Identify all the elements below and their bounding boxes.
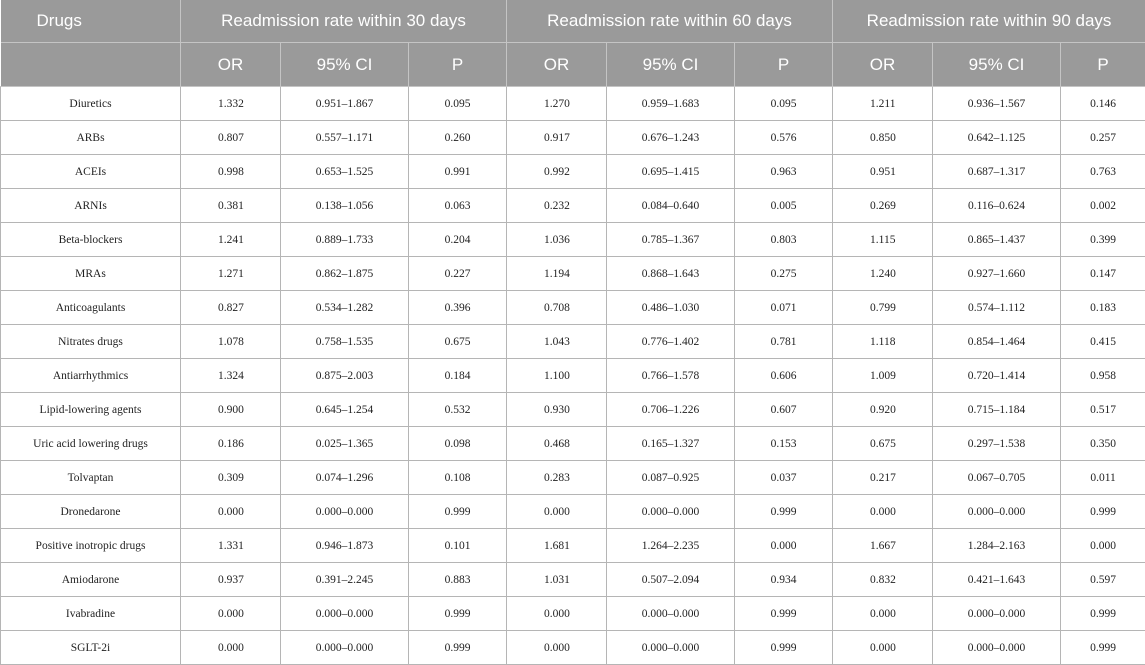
ci-value-d60: 0.507–2.094 xyxy=(607,563,735,597)
table-row xyxy=(1,427,1145,461)
p-value-d30: 0.883 xyxy=(409,563,507,597)
ci-value-d60: 0.084–0.640 xyxy=(607,189,735,223)
p-value-d60: 0.071 xyxy=(735,291,833,325)
ci-value-d30: 0.645–1.254 xyxy=(281,393,409,427)
or-value-d30: 1.332 xyxy=(181,87,281,121)
ci-value-d90: 0.687–1.317 xyxy=(933,155,1061,189)
ci-value-d90: 0.421–1.643 xyxy=(933,563,1061,597)
ci-value-d90: 0.715–1.184 xyxy=(933,393,1061,427)
ci-value-d90: 0.854–1.464 xyxy=(933,325,1061,359)
p-value-d60: 0.005 xyxy=(735,189,833,223)
ci-value-d60: 0.959–1.683 xyxy=(607,87,735,121)
or-value-d90: 0.217 xyxy=(833,461,933,495)
ci-value-d60: 0.766–1.578 xyxy=(607,359,735,393)
p-value-d30: 0.227 xyxy=(409,257,507,291)
ci-value-d60: 0.695–1.415 xyxy=(607,155,735,189)
p-header-30: P xyxy=(409,43,507,87)
ci-value-d60: 0.000–0.000 xyxy=(607,631,735,665)
drug-name: SGLT-2i xyxy=(1,631,181,665)
or-value-d60: 1.194 xyxy=(507,257,607,291)
ci-value-d30: 0.000–0.000 xyxy=(281,597,409,631)
p-value-d60: 0.934 xyxy=(735,563,833,597)
drug-name: Lipid-lowering agents xyxy=(1,393,181,427)
or-header-60: OR xyxy=(507,43,607,87)
ci-value-d90: 1.284–2.163 xyxy=(933,529,1061,563)
or-value-d60: 0.930 xyxy=(507,393,607,427)
table-row xyxy=(1,495,1145,529)
ci-header-30: 95% CI xyxy=(281,43,409,87)
drug-name: Positive inotropic drugs xyxy=(1,529,181,563)
or-value-d90: 1.240 xyxy=(833,257,933,291)
ci-value-d90: 0.000–0.000 xyxy=(933,631,1061,665)
table-row xyxy=(1,529,1145,563)
p-value-d60: 0.037 xyxy=(735,461,833,495)
or-value-d30: 0.998 xyxy=(181,155,281,189)
or-value-d90: 0.832 xyxy=(833,563,933,597)
drug-name: Nitrates drugs xyxy=(1,325,181,359)
or-value-d30: 1.078 xyxy=(181,325,281,359)
ci-value-d30: 0.758–1.535 xyxy=(281,325,409,359)
p-value-d30: 0.675 xyxy=(409,325,507,359)
ci-value-d60: 0.165–1.327 xyxy=(607,427,735,461)
ci-value-d90: 0.720–1.414 xyxy=(933,359,1061,393)
p-value-d30: 0.095 xyxy=(409,87,507,121)
ci-value-d60: 0.706–1.226 xyxy=(607,393,735,427)
or-value-d30: 0.000 xyxy=(181,597,281,631)
or-value-d60: 1.270 xyxy=(507,87,607,121)
or-value-d60: 0.468 xyxy=(507,427,607,461)
p-value-d90: 0.999 xyxy=(1061,631,1145,665)
or-value-d90: 0.000 xyxy=(833,631,933,665)
or-value-d30: 0.937 xyxy=(181,563,281,597)
drugs-column-header: Drugs xyxy=(1,0,181,43)
ci-value-d60: 0.785–1.367 xyxy=(607,223,735,257)
ci-value-d30: 0.557–1.171 xyxy=(281,121,409,155)
p-value-d30: 0.991 xyxy=(409,155,507,189)
ci-value-d90: 0.000–0.000 xyxy=(933,597,1061,631)
drug-name: ACEIs xyxy=(1,155,181,189)
or-value-d30: 1.331 xyxy=(181,529,281,563)
or-value-d30: 1.241 xyxy=(181,223,281,257)
ci-value-d60: 1.264–2.235 xyxy=(607,529,735,563)
p-value-d30: 0.101 xyxy=(409,529,507,563)
or-value-d60: 1.036 xyxy=(507,223,607,257)
or-value-d60: 0.000 xyxy=(507,597,607,631)
or-value-d90: 0.920 xyxy=(833,393,933,427)
or-value-d90: 1.211 xyxy=(833,87,933,121)
or-value-d90: 0.850 xyxy=(833,121,933,155)
p-value-d30: 0.999 xyxy=(409,631,507,665)
or-value-d60: 1.031 xyxy=(507,563,607,597)
or-value-d90: 0.000 xyxy=(833,495,933,529)
p-value-d30: 0.098 xyxy=(409,427,507,461)
or-value-d30: 1.271 xyxy=(181,257,281,291)
drug-name: MRAs xyxy=(1,257,181,291)
ci-header-60: 95% CI xyxy=(607,43,735,87)
table-body xyxy=(1,87,1145,665)
or-value-d60: 0.000 xyxy=(507,495,607,529)
table-row xyxy=(1,189,1145,223)
or-value-d60: 0.000 xyxy=(507,631,607,665)
or-value-d90: 0.269 xyxy=(833,189,933,223)
ci-value-d90: 0.642–1.125 xyxy=(933,121,1061,155)
table-row xyxy=(1,223,1145,257)
table-row xyxy=(1,155,1145,189)
table-row xyxy=(1,461,1145,495)
ci-value-d60: 0.486–1.030 xyxy=(607,291,735,325)
or-value-d90: 1.009 xyxy=(833,359,933,393)
or-value-d90: 1.118 xyxy=(833,325,933,359)
ci-value-d30: 0.653–1.525 xyxy=(281,155,409,189)
drug-name: Dronedarone xyxy=(1,495,181,529)
ci-value-d30: 0.875–2.003 xyxy=(281,359,409,393)
drug-name: ARNIs xyxy=(1,189,181,223)
p-value-d60: 0.607 xyxy=(735,393,833,427)
p-value-d60: 0.781 xyxy=(735,325,833,359)
ci-header-90: 95% CI xyxy=(933,43,1061,87)
p-value-d60: 0.999 xyxy=(735,631,833,665)
or-value-d60: 0.283 xyxy=(507,461,607,495)
p-value-d90: 0.415 xyxy=(1061,325,1145,359)
p-value-d60: 0.576 xyxy=(735,121,833,155)
or-header-30: OR xyxy=(181,43,281,87)
or-value-d90: 0.675 xyxy=(833,427,933,461)
ci-value-d30: 0.074–1.296 xyxy=(281,461,409,495)
ci-value-d60: 0.868–1.643 xyxy=(607,257,735,291)
ci-value-d90: 0.865–1.437 xyxy=(933,223,1061,257)
p-value-d30: 0.260 xyxy=(409,121,507,155)
p-header-60: P xyxy=(735,43,833,87)
ci-value-d60: 0.776–1.402 xyxy=(607,325,735,359)
ci-value-d30: 0.951–1.867 xyxy=(281,87,409,121)
or-value-d30: 0.309 xyxy=(181,461,281,495)
or-value-d30: 0.186 xyxy=(181,427,281,461)
drug-name: Anticoagulants xyxy=(1,291,181,325)
or-value-d60: 0.917 xyxy=(507,121,607,155)
or-value-d30: 0.381 xyxy=(181,189,281,223)
table-row xyxy=(1,87,1145,121)
ci-value-d30: 0.534–1.282 xyxy=(281,291,409,325)
or-value-d90: 0.799 xyxy=(833,291,933,325)
p-value-d60: 0.095 xyxy=(735,87,833,121)
drug-name: Amiodarone xyxy=(1,563,181,597)
drug-name: Beta-blockers xyxy=(1,223,181,257)
drug-name: Diuretics xyxy=(1,87,181,121)
or-value-d90: 0.951 xyxy=(833,155,933,189)
table-row xyxy=(1,631,1145,665)
or-value-d30: 0.827 xyxy=(181,291,281,325)
p-value-d60: 0.275 xyxy=(735,257,833,291)
p-value-d60: 0.153 xyxy=(735,427,833,461)
or-value-d30: 1.324 xyxy=(181,359,281,393)
table-row xyxy=(1,359,1145,393)
p-value-d90: 0.000 xyxy=(1061,529,1145,563)
or-value-d30: 0.900 xyxy=(181,393,281,427)
ci-value-d30: 0.025–1.365 xyxy=(281,427,409,461)
p-value-d30: 0.999 xyxy=(409,495,507,529)
or-value-d60: 0.992 xyxy=(507,155,607,189)
ci-value-d90: 0.936–1.567 xyxy=(933,87,1061,121)
p-value-d90: 0.147 xyxy=(1061,257,1145,291)
ci-value-d90: 0.574–1.112 xyxy=(933,291,1061,325)
or-value-d90: 0.000 xyxy=(833,597,933,631)
group-header-60-days: Readmission rate within 60 days xyxy=(507,0,833,43)
p-value-d90: 0.257 xyxy=(1061,121,1145,155)
table-row xyxy=(1,563,1145,597)
drugs-subheader-blank xyxy=(1,43,181,87)
p-value-d90: 0.999 xyxy=(1061,495,1145,529)
p-value-d30: 0.204 xyxy=(409,223,507,257)
or-value-d60: 1.043 xyxy=(507,325,607,359)
ci-value-d60: 0.000–0.000 xyxy=(607,597,735,631)
p-value-d30: 0.108 xyxy=(409,461,507,495)
p-value-d90: 0.011 xyxy=(1061,461,1145,495)
ci-value-d90: 0.297–1.538 xyxy=(933,427,1061,461)
p-value-d90: 0.517 xyxy=(1061,393,1145,427)
or-value-d60: 0.708 xyxy=(507,291,607,325)
ci-value-d90: 0.116–0.624 xyxy=(933,189,1061,223)
drug-name: Tolvaptan xyxy=(1,461,181,495)
p-value-d30: 0.999 xyxy=(409,597,507,631)
p-value-d60: 0.606 xyxy=(735,359,833,393)
drug-name: ARBs xyxy=(1,121,181,155)
p-value-d60: 0.803 xyxy=(735,223,833,257)
ci-value-d30: 0.138–1.056 xyxy=(281,189,409,223)
table-header xyxy=(1,0,1145,87)
or-value-d60: 1.100 xyxy=(507,359,607,393)
p-value-d90: 0.350 xyxy=(1061,427,1145,461)
ci-value-d90: 0.067–0.705 xyxy=(933,461,1061,495)
p-value-d90: 0.763 xyxy=(1061,155,1145,189)
p-value-d90: 0.999 xyxy=(1061,597,1145,631)
or-value-d30: 0.807 xyxy=(181,121,281,155)
p-value-d90: 0.958 xyxy=(1061,359,1145,393)
p-value-d90: 0.183 xyxy=(1061,291,1145,325)
p-header-90: P xyxy=(1061,43,1145,87)
ci-value-d30: 0.946–1.873 xyxy=(281,529,409,563)
drug-name: Antiarrhythmics xyxy=(1,359,181,393)
table-row xyxy=(1,597,1145,631)
ci-value-d30: 0.391–2.245 xyxy=(281,563,409,597)
ci-value-d90: 0.927–1.660 xyxy=(933,257,1061,291)
ci-value-d60: 0.000–0.000 xyxy=(607,495,735,529)
p-value-d60: 0.999 xyxy=(735,597,833,631)
or-value-d90: 1.667 xyxy=(833,529,933,563)
ci-value-d30: 0.000–0.000 xyxy=(281,495,409,529)
p-value-d60: 0.963 xyxy=(735,155,833,189)
p-value-d90: 0.597 xyxy=(1061,563,1145,597)
ci-value-d60: 0.676–1.243 xyxy=(607,121,735,155)
ci-value-d90: 0.000–0.000 xyxy=(933,495,1061,529)
or-value-d90: 1.115 xyxy=(833,223,933,257)
drug-name: Ivabradine xyxy=(1,597,181,631)
p-value-d60: 0.000 xyxy=(735,529,833,563)
p-value-d60: 0.999 xyxy=(735,495,833,529)
or-value-d60: 0.232 xyxy=(507,189,607,223)
or-header-90: OR xyxy=(833,43,933,87)
table-row xyxy=(1,257,1145,291)
p-value-d30: 0.396 xyxy=(409,291,507,325)
p-value-d90: 0.399 xyxy=(1061,223,1145,257)
p-value-d30: 0.063 xyxy=(409,189,507,223)
p-value-d30: 0.532 xyxy=(409,393,507,427)
table-row xyxy=(1,393,1145,427)
ci-value-d30: 0.889–1.733 xyxy=(281,223,409,257)
drug-name: Uric acid lowering drugs xyxy=(1,427,181,461)
p-value-d90: 0.146 xyxy=(1061,87,1145,121)
ci-value-d30: 0.000–0.000 xyxy=(281,631,409,665)
or-value-d30: 0.000 xyxy=(181,495,281,529)
table-row xyxy=(1,291,1145,325)
table-row xyxy=(1,121,1145,155)
p-value-d90: 0.002 xyxy=(1061,189,1145,223)
table-row xyxy=(1,325,1145,359)
group-header-90-days: Readmission rate within 90 days xyxy=(833,0,1145,43)
group-header-30-days: Readmission rate within 30 days xyxy=(181,0,507,43)
ci-value-d30: 0.862–1.875 xyxy=(281,257,409,291)
or-value-d60: 1.681 xyxy=(507,529,607,563)
p-value-d30: 0.184 xyxy=(409,359,507,393)
ci-value-d60: 0.087–0.925 xyxy=(607,461,735,495)
or-value-d30: 0.000 xyxy=(181,631,281,665)
